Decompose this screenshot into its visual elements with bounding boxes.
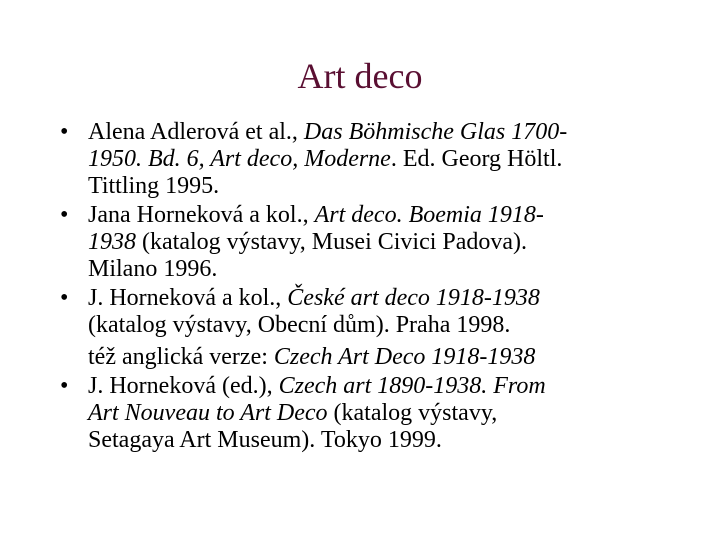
bullet-line: (katalog výstavy, Obecní dům). Praha 1998. (88, 312, 511, 338)
bullet-item (60, 373, 700, 454)
slide-title: Art deco (297, 56, 423, 96)
italic-text-run: 1938 (88, 229, 136, 255)
bullet-line (88, 202, 700, 229)
bullet-line (88, 229, 700, 256)
bullet-line (88, 285, 700, 312)
bullet-line (88, 373, 700, 400)
text-run: (katalog výstavy, Musei Civici Padova). (136, 229, 528, 255)
bullet-line (88, 400, 700, 427)
italic-text-run: 1950. Bd. 6, Art deco, Moderne (88, 146, 391, 172)
italic-text-run: Czech Art Deco 1918-1938 (273, 344, 536, 370)
text-run: též anglická verze: (88, 344, 274, 370)
bullet-mark: • (60, 285, 69, 311)
bullet-mark: • (60, 373, 69, 399)
italic-text-run: Das Böhmische Glas 1700- (303, 119, 568, 145)
text-run: Alena Adlerová et al., (88, 119, 304, 145)
italic-text-run: Czech art 1890-1938. From (278, 373, 546, 399)
text-run: . Ed. Georg Höltl. (390, 146, 563, 172)
bullet-line: Tittling 1995. (88, 173, 220, 199)
text-run: (katalog výstavy, (327, 400, 498, 426)
bullet-mark: • (60, 119, 69, 145)
bullet-item (60, 202, 700, 283)
bullet-mark: • (60, 202, 69, 228)
italic-text-run: Art deco. Boemia 1918- (314, 202, 544, 228)
text-run: J. Horneková (ed.), (88, 373, 279, 399)
bullet-item (60, 119, 700, 200)
italic-text-run: Art Nouveau to Art Deco (88, 400, 328, 426)
bullet-line: Setagaya Art Museum). Tokyo 1999. (88, 427, 442, 453)
italic-text-run: České art deco 1918-1938 (287, 285, 540, 311)
text-run: J. Horneková a kol., (88, 285, 288, 311)
bullet-item (60, 285, 700, 371)
bullet-line: Milano 1996. (88, 256, 218, 282)
bullet-list (60, 119, 700, 456)
bullet-line (88, 146, 700, 173)
bullet-line (88, 344, 700, 371)
bullet-line (88, 119, 700, 146)
text-run: Jana Horneková a kol., (88, 202, 315, 228)
